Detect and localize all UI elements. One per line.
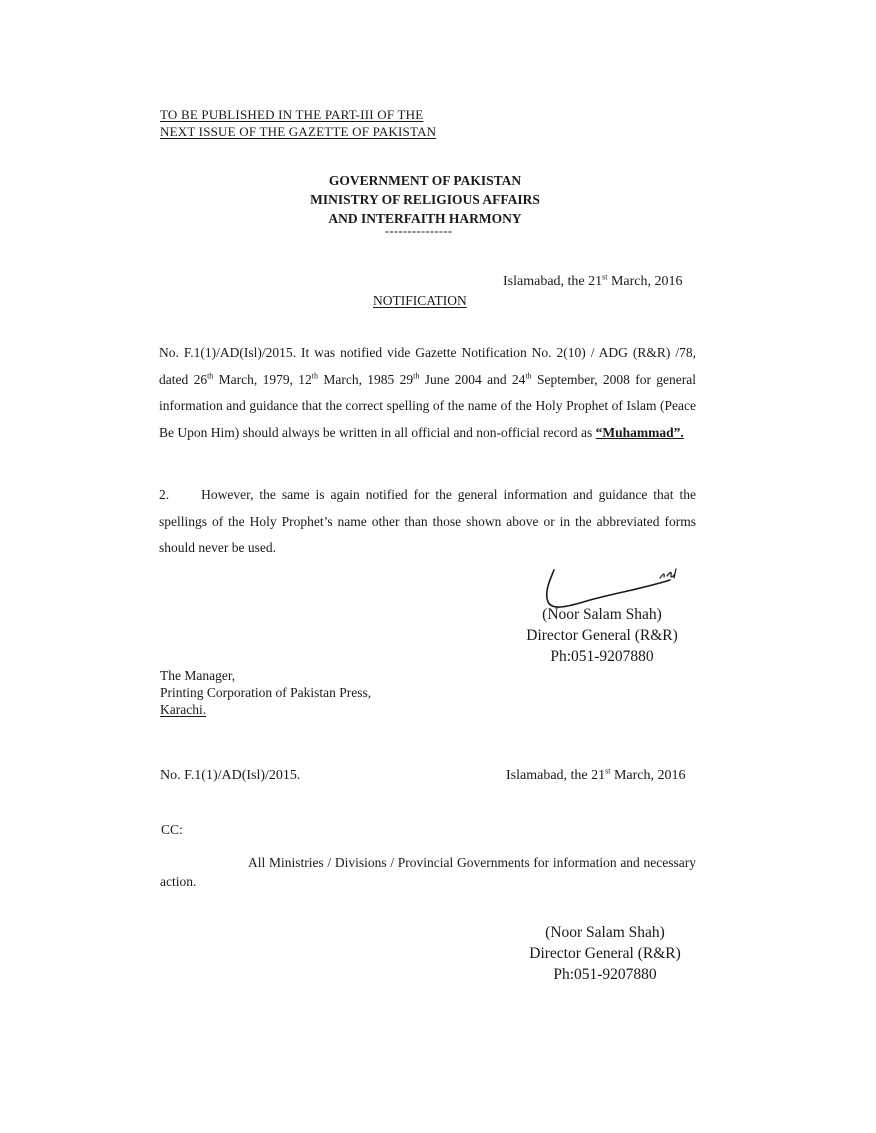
name-spelling: “Muhammad”. — [595, 424, 684, 440]
heading-line: AND INTERFAITH HARMONY — [328, 211, 522, 226]
signatory-name: (Noor Salam Shah) — [545, 924, 665, 941]
addressee-line: The Manager, — [160, 668, 236, 683]
ministry-heading — [230, 171, 620, 228]
heading-divider: --------------- — [385, 224, 453, 238]
date-suffix: st — [605, 766, 611, 776]
signatory-title: Director General (R&R) — [526, 627, 678, 644]
signatory-block-copy — [520, 922, 690, 985]
paragraph-1 — [159, 340, 696, 446]
notification-date — [503, 274, 683, 290]
date-rest: March, 2016 — [610, 768, 686, 783]
paragraph-text: It was notified vide Gazette Notification No. 2(10) / ADG (R&R) /78, dated 26 — [159, 345, 696, 387]
paragraph-text: However, the same is again notified for the general information and guidance that the spellings of the Holy Prophet’s name other than those shown above or in the abbreviated forms should never be used. — [159, 487, 696, 555]
addressee-block — [160, 667, 371, 718]
ordinal-suffix: th — [311, 371, 319, 380]
signatory-title: Director General (R&R) — [529, 945, 681, 962]
copy-reference-number: No. F.1(1)/AD(Isl)/2015. — [160, 768, 301, 783]
heading-line: GOVERNMENT OF PAKISTAN — [328, 173, 522, 188]
signatory-block — [517, 604, 687, 667]
signatory-phone: Ph:051-9207880 — [550, 648, 654, 665]
paragraph-number: 2. — [159, 487, 170, 502]
date-place: Islamabad, the 21 — [503, 274, 603, 289]
ordinal-suffix: th — [207, 371, 214, 380]
paragraph-text: March, 1979, 12 — [213, 371, 312, 387]
reference-number: No. F.1(1)/AD(Isl)/2015. — [159, 345, 296, 360]
heading-line: MINISTRY OF RELIGIOUS AFFAIRS — [310, 192, 540, 207]
paragraph-text: September, 2008 for general information and guidance that the correct spelling of the name of the Holy Prophet of Islam (Peace Be Upon Him) should always be written in all official and non-official record as — [159, 371, 697, 440]
paragraph-text: June 2004 and 24 — [419, 371, 526, 387]
addressee-city: Karachi. — [160, 702, 207, 717]
ordinal-suffix: th — [525, 371, 532, 380]
cc-label: CC: — [161, 822, 183, 837]
gazette-publication-note — [160, 106, 436, 140]
ordinal-suffix: th — [413, 371, 420, 380]
date-place: Islamabad, the 21 — [506, 768, 606, 783]
gazette-note-line: NEXT ISSUE OF THE GAZETTE OF PAKISTAN — [160, 124, 437, 139]
date-suffix: st — [602, 272, 608, 282]
paragraph-2 — [159, 482, 696, 562]
gazette-note-line: TO BE PUBLISHED IN THE PART-III OF THE — [160, 107, 424, 122]
copy-date — [506, 768, 686, 784]
addressee-line: Printing Corporation of Pakistan Press, — [160, 685, 372, 700]
date-rest: March, 2016 — [607, 274, 683, 289]
cc-recipients: All Ministries / Divisions / Provincial Governments for information and necessary action. — [160, 855, 696, 889]
paragraph-text: March, 1985 29 — [318, 371, 414, 387]
signatory-name: (Noor Salam Shah) — [542, 606, 662, 623]
notification-title: NOTIFICATION — [373, 293, 467, 308]
signatory-phone: Ph:051-9207880 — [553, 966, 657, 983]
